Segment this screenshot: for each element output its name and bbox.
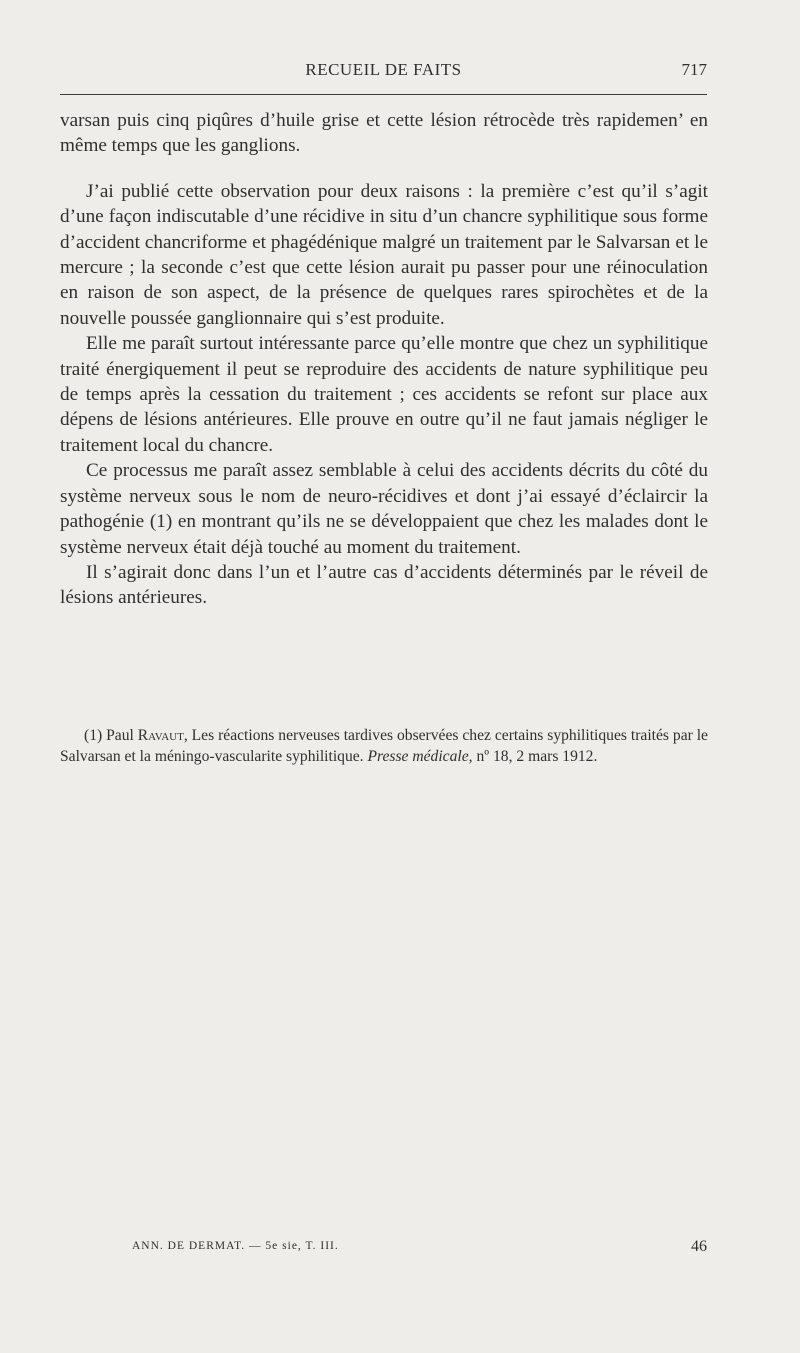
page-number: 717: [681, 60, 707, 79]
paragraph: Ce processus me paraît assez semblable à celui des accidents décrits du côté du système nerveux sous le nom de neuro-récidives et dont j’ai essayé d’éclaircir la pathogénie (1) en montrant qu’ils ne se développaient que chez les malades dont le système nerveux était déjà touché au moment du traitement.: [60, 460, 708, 558]
body-text: [60, 108, 708, 611]
running-header: [60, 56, 707, 88]
footnote-citation: nº 18, 2 mars 1912.: [476, 747, 598, 765]
paragraph: Il s’agirait donc dans l’un et l’autre cas d’accidents déterminés par le réveil de lésions antérieures.: [60, 561, 708, 609]
footnote-author-last: Ravaut,: [137, 727, 188, 744]
header-rule: [60, 94, 707, 95]
footnote-marker: (1): [84, 727, 103, 744]
page-footer: [60, 1238, 707, 1262]
paragraph-gap: [60, 159, 708, 179]
paragraph: Elle me paraît surtout intéressante parce qu’elle montre que chez un syphilitique traité énergiquement il peut se reproduire des accidents de nature syphilitique peu de temps après la cessation du traitement ; ces accidents se refont sur place aux dépens de lésions antérieures. Elle prouve en outre qu’il ne faut jamais négliger le traitement local du chancre.: [60, 333, 708, 456]
footnote: [60, 726, 708, 768]
paragraph: J’ai publié cette observation pour deux raisons : la première c’est qu’il s’agit d’une façon indiscutable d’une récidive in situ d’un chancre syphilitique sous forme d’accident chancriforme et phagédénique malgré un traitement par le Salvarsan et le mercure ; la seconde c’est que cette lésion aurait pu passer pour une réinoculation en raison de son aspect, de la présence de quelques rares spirochètes et de la nouvelle poussée ganglionnaire qui s’est produite.: [60, 180, 708, 329]
footnote-text: Les réactions nerveuses tardives observées chez certains syphilitiques traités par le Salvarsan et la méningo-vascularite syphilitique.: [60, 727, 708, 765]
paragraph-continued: varsan puis cinq piqûres d’huile grise et cette lésion rétrocède très rapidemen’ en même temps que les ganglions.: [60, 110, 708, 157]
running-title: RECUEIL DE FAITS: [305, 60, 462, 79]
signature-number: 46: [691, 1238, 707, 1255]
footnote-journal: Presse médicale,: [367, 747, 473, 765]
journal-reference: ANN. DE DERMAT. — 5e sie, T. III.: [132, 1240, 339, 1252]
footnote-author-first: Paul: [106, 727, 134, 744]
